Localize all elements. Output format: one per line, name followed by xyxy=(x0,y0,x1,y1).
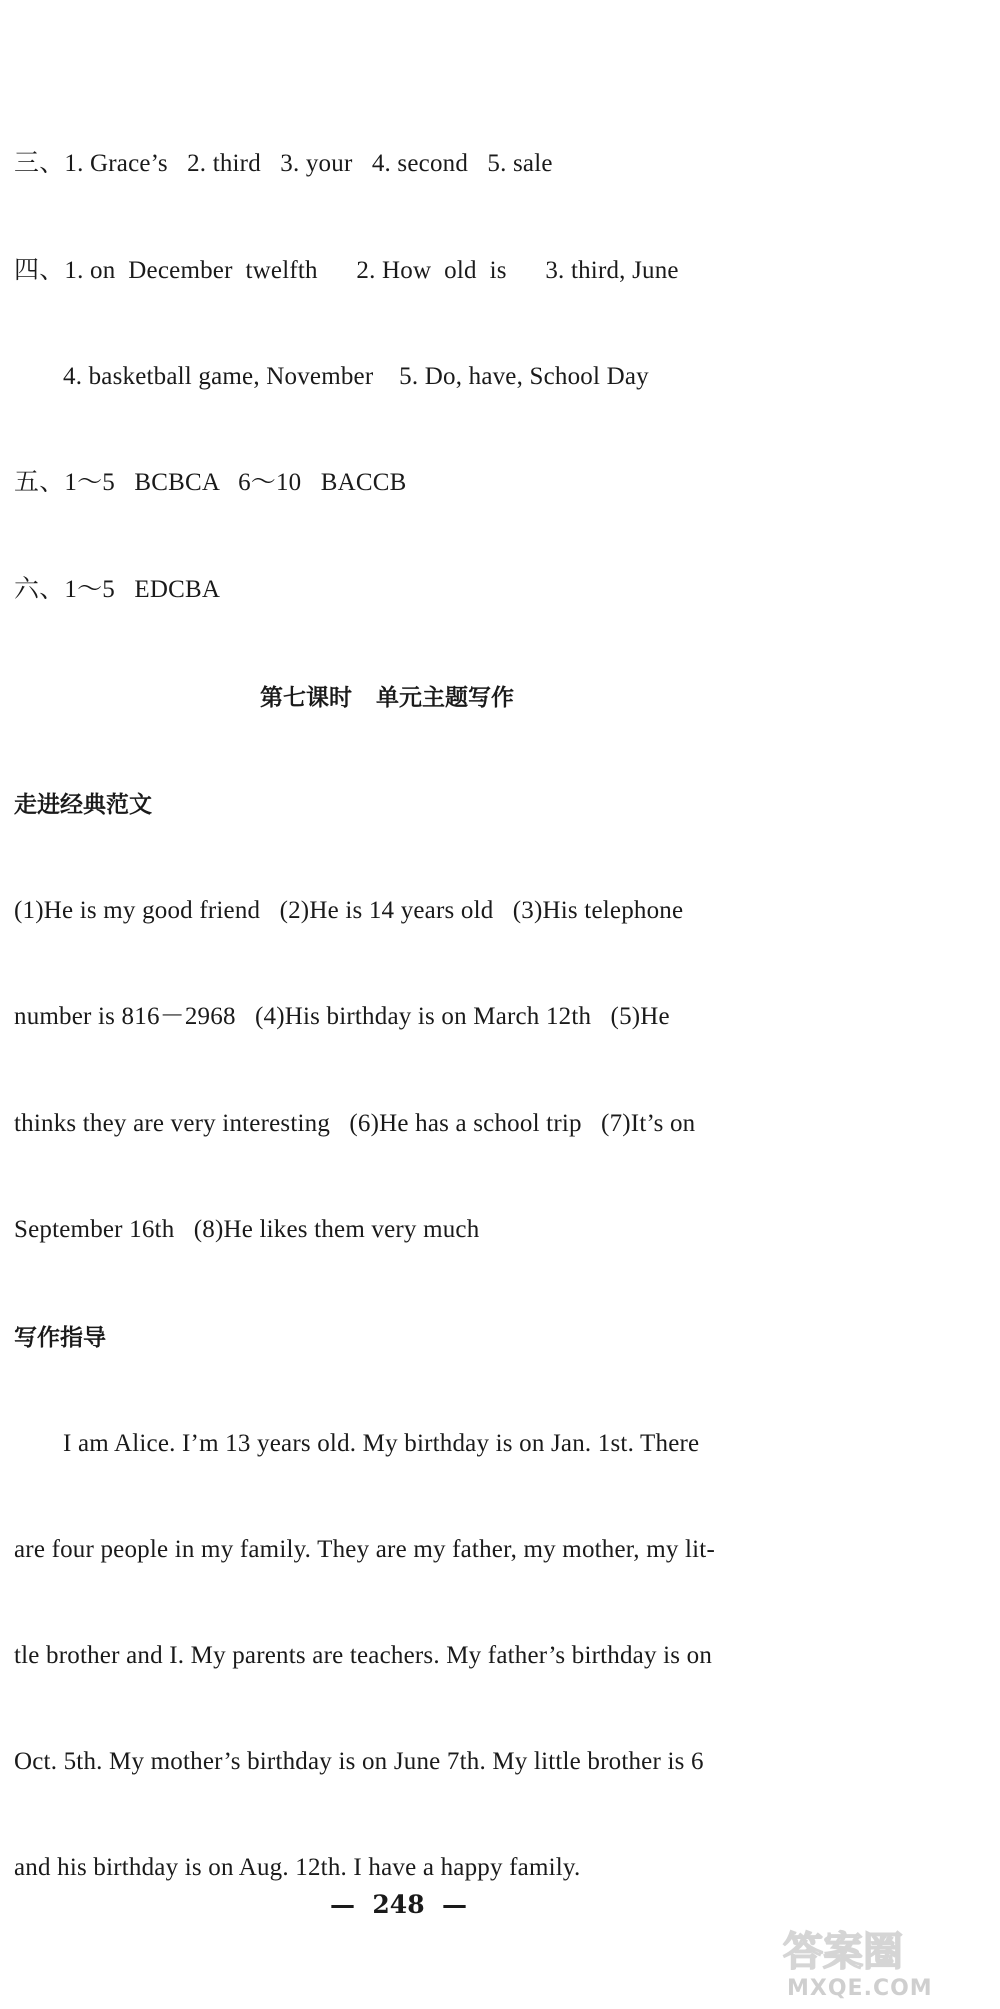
model-essay-line-2: number is 816－2968 (4)His birthday is on March 12th (5)He xyxy=(14,1003,670,1030)
writing-guide-line-3: tle brother and I. My parents are teachers. My father’s birthday is on xyxy=(14,1642,713,1669)
site-watermark xyxy=(777,1925,982,2003)
watermark-logo-icon xyxy=(777,1925,982,1975)
answer-line-4-cont: 4. basketball game, November 5. Do, have, School Day xyxy=(63,363,649,390)
answer-line-5: 五、1～5 BCBCA 6～10 BACCB xyxy=(14,469,407,496)
section-title-writing-guide: 写作指导 xyxy=(14,1325,106,1351)
model-essay-line-1: (1)He is my good friend (2)He is 14 years old (3)His telephone xyxy=(14,897,684,924)
model-essay-line-4: September 16th (8)He likes them very much xyxy=(14,1216,480,1243)
answer-line-3: 三、1. Grace’s 2. third 3. your 4. second 5. sale xyxy=(14,150,553,177)
writing-guide-line-4: Oct. 5th. My mother’s birthday is on June 7th. My little brother is 6 xyxy=(14,1748,704,1775)
model-essay-line-3: thinks they are very interesting (6)He has a school trip (7)It’s on xyxy=(14,1110,696,1137)
lesson-title: 第七课时 单元主题写作 xyxy=(260,685,515,711)
page-number: — 248 — xyxy=(330,1890,467,1919)
answer-line-4: 四、1. on December twelfth 2. How old is 3. third, June xyxy=(14,257,679,284)
section-title-model-essay: 走进经典范文 xyxy=(14,792,152,818)
answer-line-6: 六、1～5 EDCBA xyxy=(14,576,221,603)
svg-text:答案圈: 答案圈 xyxy=(783,1929,903,1975)
watermark-text: MXQE.COM xyxy=(787,1976,933,2001)
writing-guide-line-1: I am Alice. I’m 13 years old. My birthday is on Jan. 1st. There xyxy=(63,1430,700,1457)
writing-guide-line-2: are four people in my family. They are my father, my mother, my lit- xyxy=(14,1536,715,1563)
writing-guide-line-5: and his birthday is on Aug. 12th. I have a happy family. xyxy=(14,1854,581,1881)
